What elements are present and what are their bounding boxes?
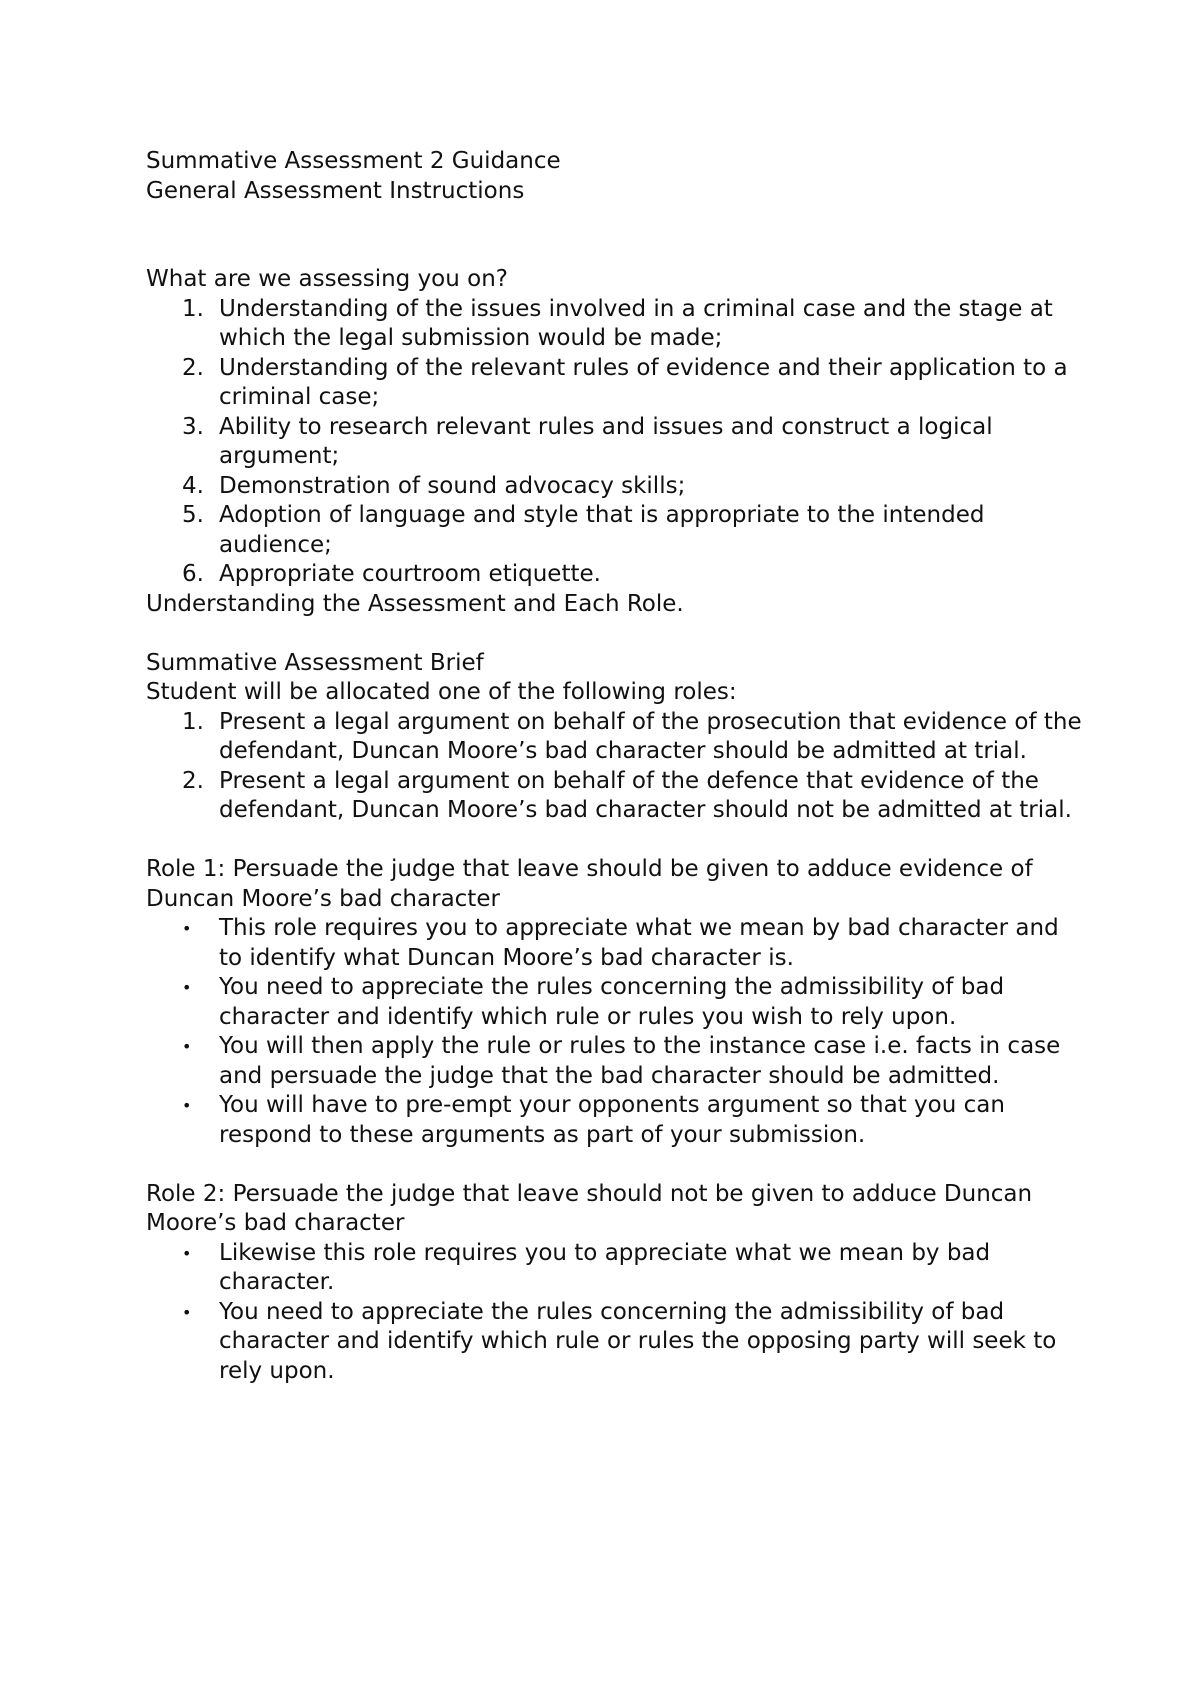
list-number: 2. bbox=[182, 767, 204, 794]
criteria-text: Appropriate courtroom etiquette. bbox=[219, 561, 601, 587]
role1-heading: Role 1: Persuade the judge that leave should be given to adduce evidence of Duncan Moore’s bad character bbox=[146, 856, 1033, 912]
bullet-text: You will have to pre-empt your opponents argument so that you can respond to these arguments as part of your submission. bbox=[219, 1092, 1005, 1148]
criteria-item bbox=[146, 354, 1086, 413]
bullet-icon: • bbox=[182, 1302, 192, 1322]
criteria-item bbox=[146, 413, 1086, 472]
list-item bbox=[146, 1239, 1086, 1298]
role1-bullet-list bbox=[146, 914, 1086, 1150]
role-item bbox=[146, 767, 1086, 826]
list-number: 4. bbox=[182, 472, 204, 499]
criteria-text: Adoption of language and style that is appropriate to the intended audience; bbox=[219, 502, 985, 558]
document-title: Summative Assessment 2 Guidance bbox=[146, 148, 561, 174]
criteria-item bbox=[146, 472, 1086, 502]
assessment-criteria-list bbox=[146, 295, 1086, 590]
bullet-icon: • bbox=[182, 978, 192, 997]
list-item bbox=[146, 1091, 1086, 1150]
list-item bbox=[146, 973, 1086, 1032]
list-number: 1. bbox=[182, 708, 204, 735]
criteria-item bbox=[146, 560, 1086, 590]
bullet-text: You will then apply the rule or rules to the instance case i.e. facts in case and persuade the judge that the bad character should be admitted. bbox=[219, 1033, 1061, 1089]
list-number: 1. bbox=[182, 295, 204, 322]
bullet-text: Likewise this role requires you to appreciate what we mean by bad character. bbox=[219, 1239, 991, 1295]
bullet-icon: • bbox=[182, 1243, 192, 1263]
criteria-text: Understanding of the issues involved in a criminal case and the stage at which the legal submission would be made; bbox=[219, 295, 1053, 351]
document-body bbox=[146, 147, 1086, 1386]
bullet-icon: • bbox=[182, 919, 192, 938]
role-item bbox=[146, 708, 1086, 767]
assessment-question-heading: What are we assessing you on? bbox=[146, 266, 509, 292]
spacer bbox=[146, 206, 1086, 265]
criteria-text: Ability to research relevant rules and issues and construct a logical argument; bbox=[219, 413, 993, 469]
criteria-text: Understanding of the relevant rules of evidence and their application to a criminal case; bbox=[219, 354, 1068, 410]
role-text: Present a legal argument on behalf of the defence that evidence of the defendant, Duncan Moore’s bad character should not be admitted at trial. bbox=[219, 767, 1072, 823]
bullet-icon: • bbox=[182, 1096, 192, 1115]
role2-bullet-list bbox=[146, 1239, 1086, 1387]
spacer bbox=[146, 1150, 1086, 1180]
brief-intro: Student will be allocated one of the following roles: bbox=[146, 679, 737, 705]
brief-heading: Summative Assessment Brief bbox=[146, 649, 484, 676]
bullet-text: You need to appreciate the rules concerning the admissibility of bad character and identify which rule or rules the opposing party will seek to rely upon. bbox=[219, 1298, 1057, 1384]
list-number: 3. bbox=[182, 413, 204, 440]
understanding-heading: Understanding the Assessment and Each Role. bbox=[146, 590, 684, 617]
spacer bbox=[146, 826, 1086, 856]
list-item bbox=[146, 1032, 1086, 1091]
list-number: 5. bbox=[182, 502, 204, 528]
criteria-item bbox=[146, 501, 1086, 560]
roles-list bbox=[146, 708, 1086, 826]
list-item bbox=[146, 1298, 1086, 1387]
document-subtitle: General Assessment Instructions bbox=[146, 177, 525, 204]
list-number: 2. bbox=[182, 354, 204, 381]
list-number: 6. bbox=[182, 561, 204, 587]
role-text: Present a legal argument on behalf of the prosecution that evidence of the defendant, Duncan Moore’s bad character should be admitted at trial. bbox=[219, 708, 1082, 764]
spacer bbox=[146, 619, 1086, 649]
criteria-text: Demonstration of sound advocacy skills; bbox=[219, 472, 686, 499]
list-item bbox=[146, 914, 1086, 973]
bullet-icon: • bbox=[182, 1037, 192, 1056]
role2-heading: Role 2: Persuade the judge that leave should not be given to adduce Duncan Moore’s bad character bbox=[146, 1180, 1033, 1236]
criteria-item bbox=[146, 295, 1086, 354]
bullet-text: You need to appreciate the rules concerning the admissibility of bad character and identify which rule or rules you wish to rely upon. bbox=[219, 974, 1005, 1030]
bullet-text: This role requires you to appreciate what we mean by bad character and to identify what Duncan Moore’s bad character is. bbox=[219, 915, 1059, 971]
